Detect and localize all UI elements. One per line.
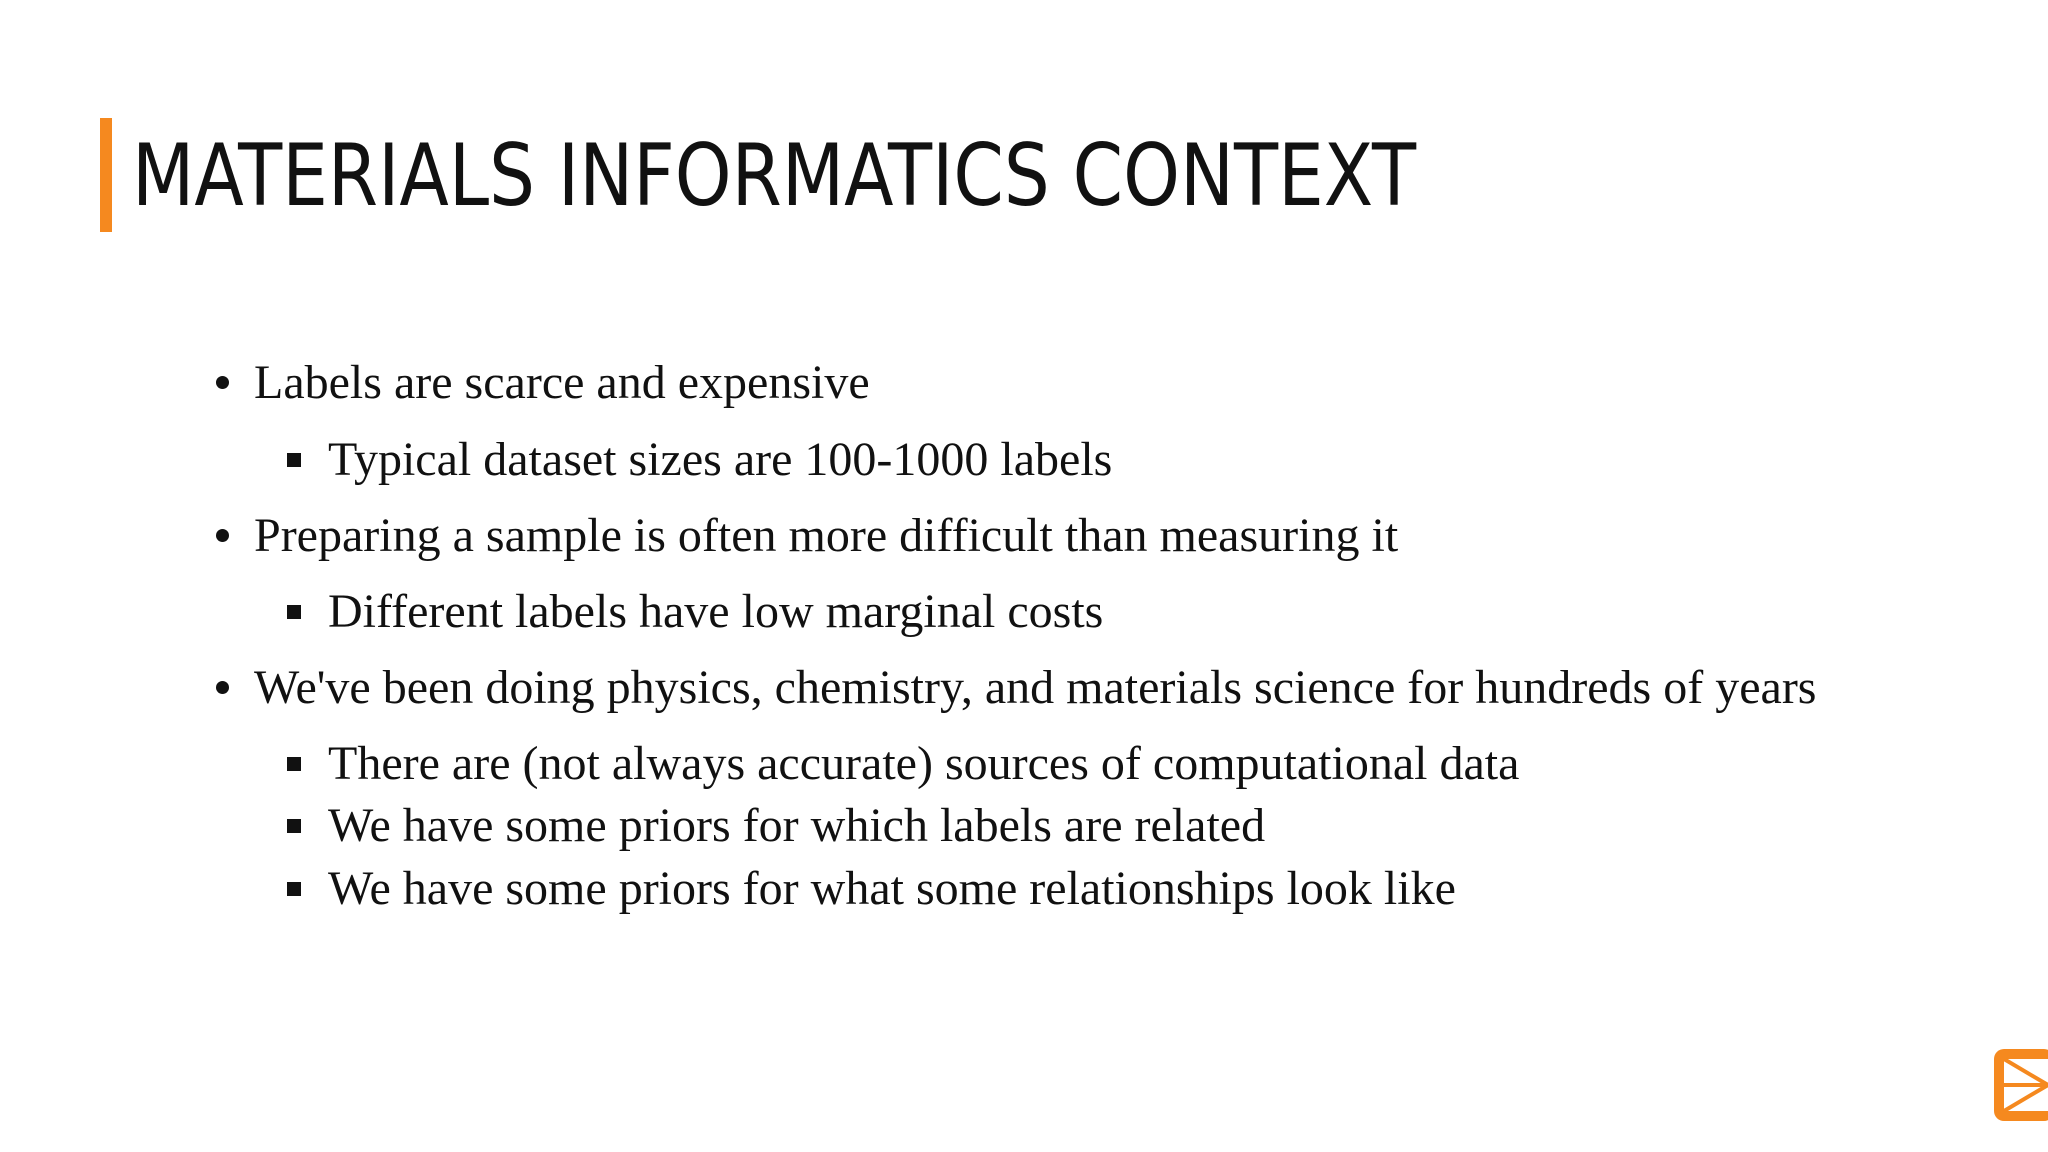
slide-title: MATERIALS INFORMATICS CONTEXT bbox=[132, 126, 1417, 226]
bullet-dot-icon bbox=[216, 681, 229, 694]
bullet-item: Labels are scarce and expensive bbox=[254, 356, 870, 409]
bullet-square-icon bbox=[287, 757, 301, 771]
bullet-subitem: Typical dataset sizes are 100-1000 labels bbox=[328, 433, 1113, 486]
bullet-subitem: There are (not always accurate) sources of computational data bbox=[328, 737, 1520, 790]
bullet-dot-icon bbox=[216, 529, 229, 542]
orange-box-logo-icon bbox=[1990, 1045, 2048, 1125]
bullet-subitem: We have some priors for what some relationships look like bbox=[328, 862, 1456, 915]
bullet-square-icon bbox=[287, 882, 301, 896]
bullet-subitem: We have some priors for which labels are related bbox=[328, 799, 1266, 852]
bullet-square-icon bbox=[287, 819, 301, 833]
bullet-item: Preparing a sample is often more difficult than measuring it bbox=[254, 509, 1399, 562]
bullet-item: We've been doing physics, chemistry, and materials science for hundreds of years bbox=[254, 661, 1817, 714]
bullet-square-icon bbox=[287, 453, 301, 467]
bullet-square-icon bbox=[287, 605, 301, 619]
bullet-subitem: Different labels have low marginal costs bbox=[328, 585, 1104, 638]
bullet-dot-icon bbox=[216, 376, 229, 389]
